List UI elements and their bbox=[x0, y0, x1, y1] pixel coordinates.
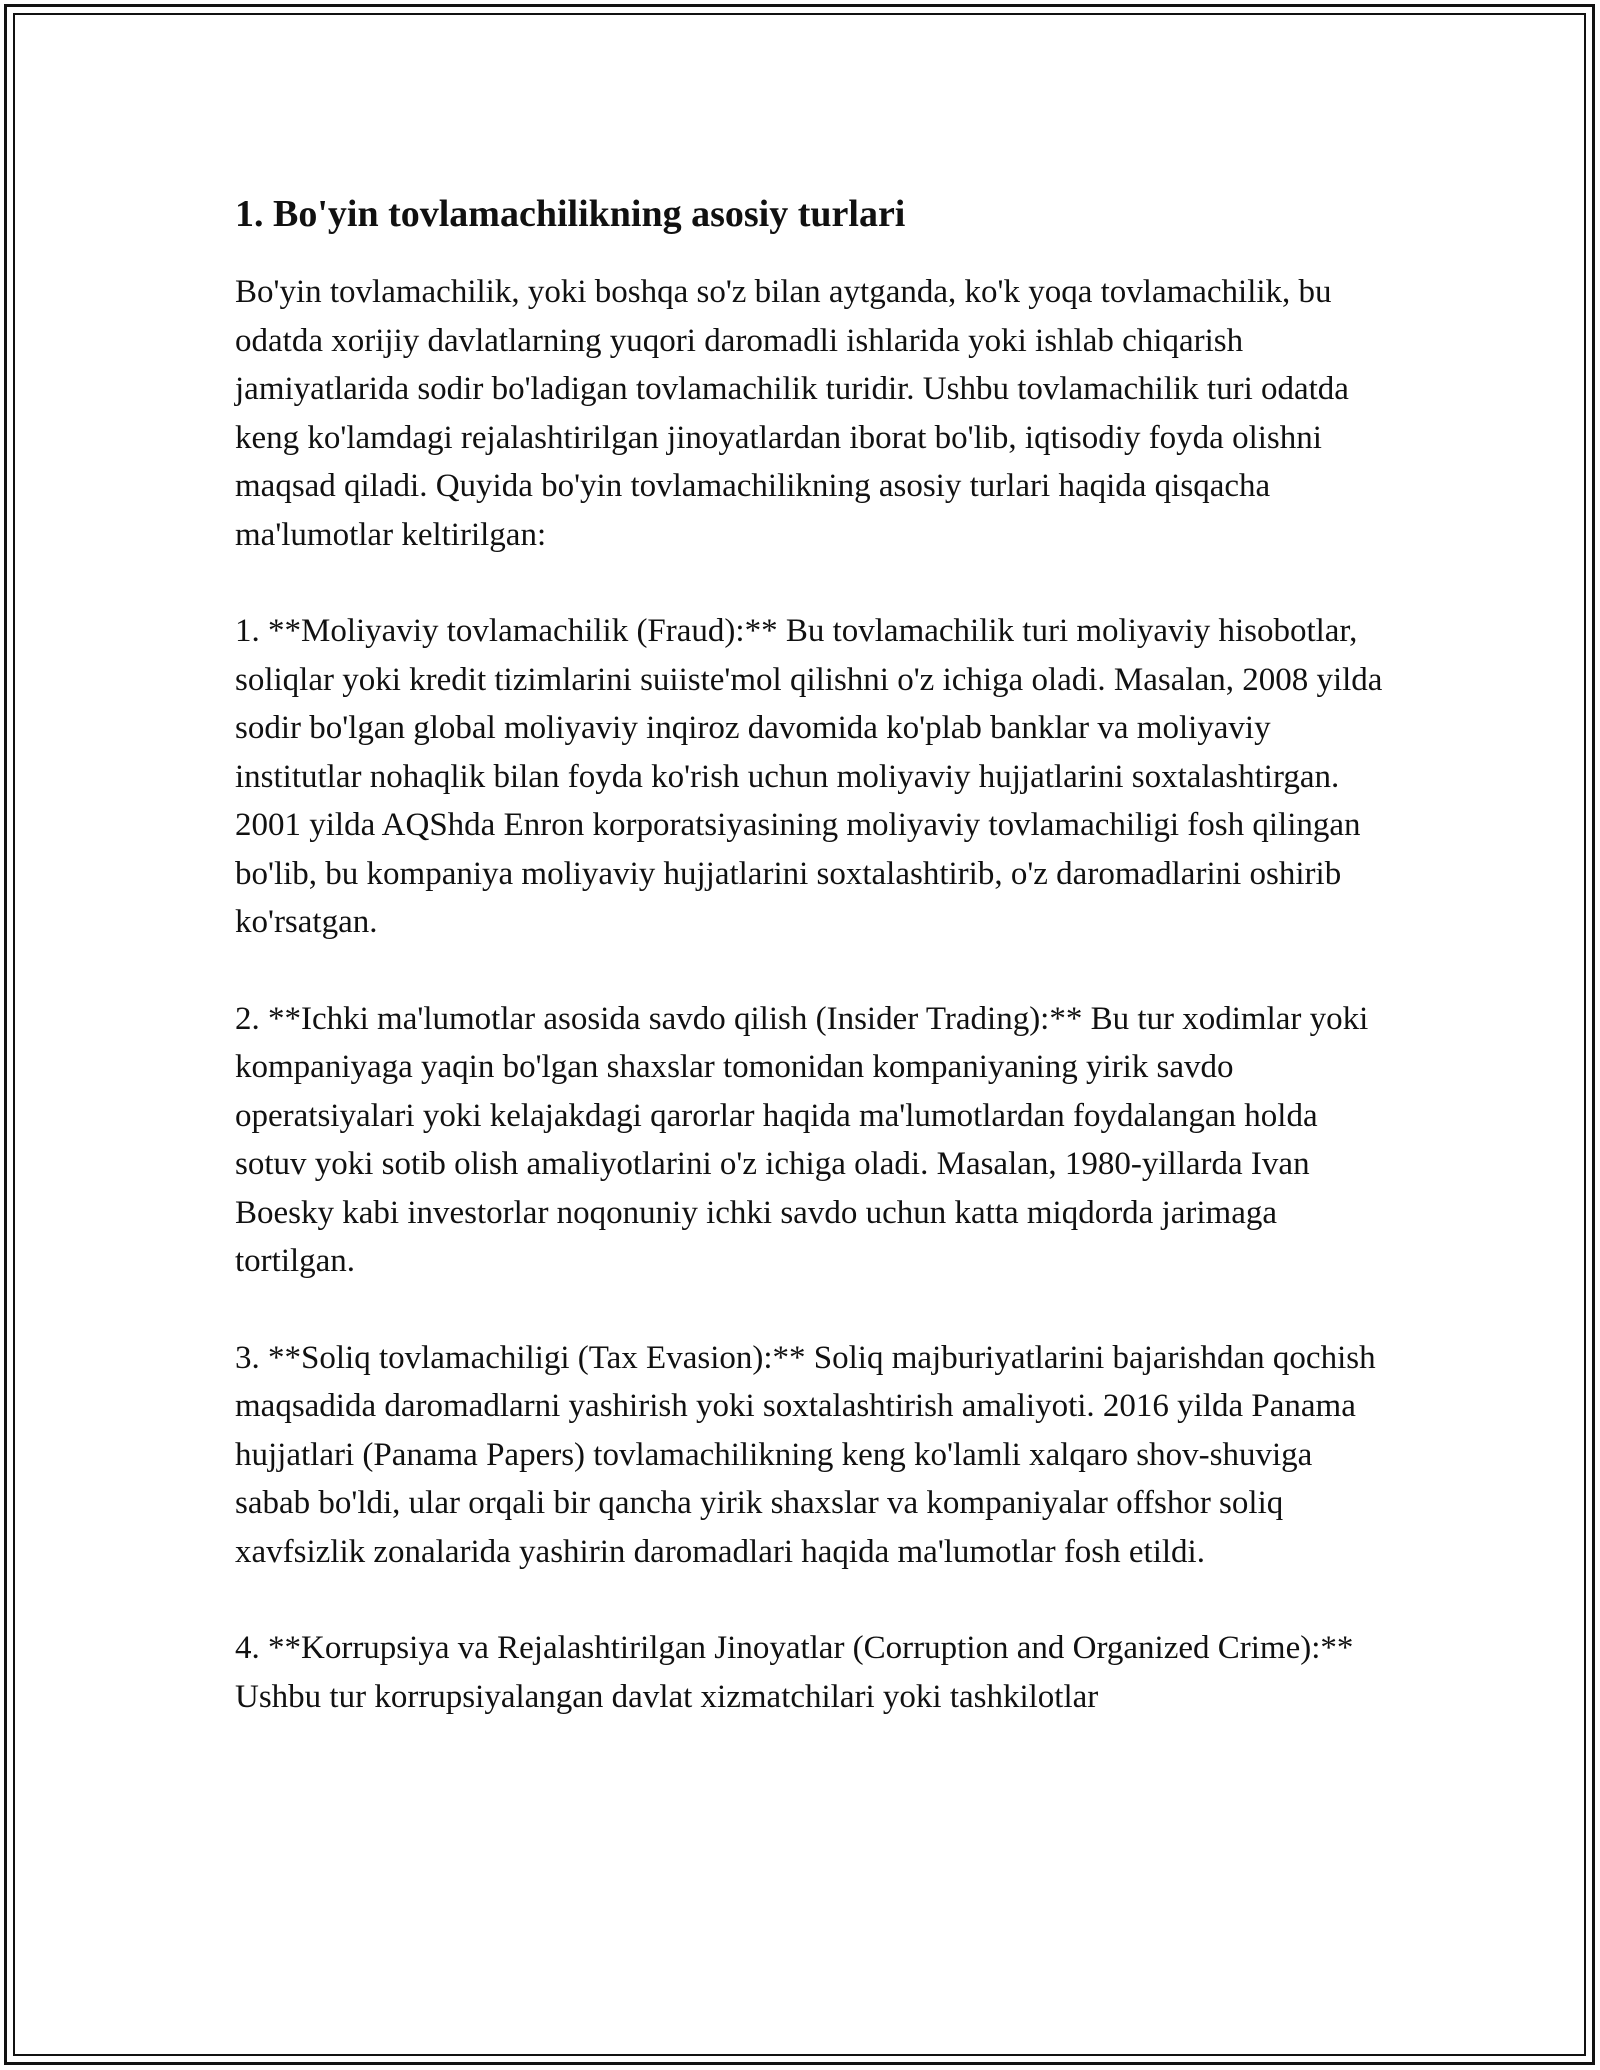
paragraph-insider-trading: 2. **Ichki ma'lumotlar asosida savdo qilish (Insider Trading):** Bu tur xodimlar yoki kompaniyaga yaqin bo'lgan shaxslar tomonidan kompaniyaning yirik savdo operatsiyalari yoki kelajakdagi qarorlar haqida ma'lumotlardan foydalangan holda sotuv yoki sotib olish amaliyotlarini o'z ichiga oladi. Masalan, 1980-yillarda Ivan Boesky kabi investorlar noqonuniy ichki savdo uchun katta miqdorda jarimaga tortilgan. bbox=[235, 1000, 1369, 1279]
intro-paragraph: Bo'yin tovlamachilik, yoki boshqa so'z bilan aytganda, ko'k yoqa tovlamachilik, bu odatda xorijiy davlatlarning yuqori daromadli ishlarida yoki ishlab chiqarish jamiyatlarida sodir bo'ladigan tovlamachilik turidir. Ushbu tovlamachilik turi odatda keng ko'lamdagi rejalashtirilgan jinoyatlardan iborat bo'lib, iqtisodiy foyda olishni maqsad qiladi. Quyida bo'yin tovlamachilikning asosiy turlari haqida qisqacha ma'lumotlar keltirilgan: bbox=[235, 274, 1349, 553]
paragraph-fraud: 1. **Moliyaviy tovlamachilik (Fraud):** Bu tovlamachilik turi moliyaviy hisobotlar, soliqlar yoki kredit tizimlarini suiiste'mol qilishni o'z ichiga oladi. Masalan, 2008 yilda sodir bo'lgan global moliyaviy inqiroz davomida ko'plab banklar va moliyaviy institutlar nohaqlik bilan foyda ko'rish uchun moliyaviy hujjatlarini soxtalashtirgan. 2001 yilda AQShda Enron korporatsiyasining moliyaviy tovlamachiligi fosh qilingan bo'lib, bu kompaniya moliyaviy hujjatlarini soxtalashtirib, o'z daromadlarini oshirib ko'rsatgan. bbox=[235, 613, 1383, 940]
document-body bbox=[235, 186, 1395, 1769]
paragraph-tax-evasion: 3. **Soliq tovlamachiligi (Tax Evasion):** Soliq majburiyatlarini bajarishdan qochish maqsadida daromadlarni yashirish yoki soxtalashtirish amaliyoti. 2016 yilda Panama hujjatlari (Panama Papers) tovlamachilikning keng ko'lamli xalqaro shov-shuviga sabab bo'ldi, ular orqali bir qancha yirik shaxslar va kompaniyalar offshor soliq xavfsizlik zonalarida yashirin daromadlari haqida ma'lumotlar fosh etildi. bbox=[235, 1339, 1376, 1570]
paragraph-corruption: 4. **Korrupsiya va Rejalashtirilgan Jinoyatlar (Corruption and Organized Crime):** Ushbu tur korrupsiyalangan davlat xizmatchilari yoki tashkilotlar bbox=[235, 1630, 1354, 1715]
document-title: 1. Bo'yin tovlamachilikning asosiy turlari bbox=[235, 193, 906, 235]
